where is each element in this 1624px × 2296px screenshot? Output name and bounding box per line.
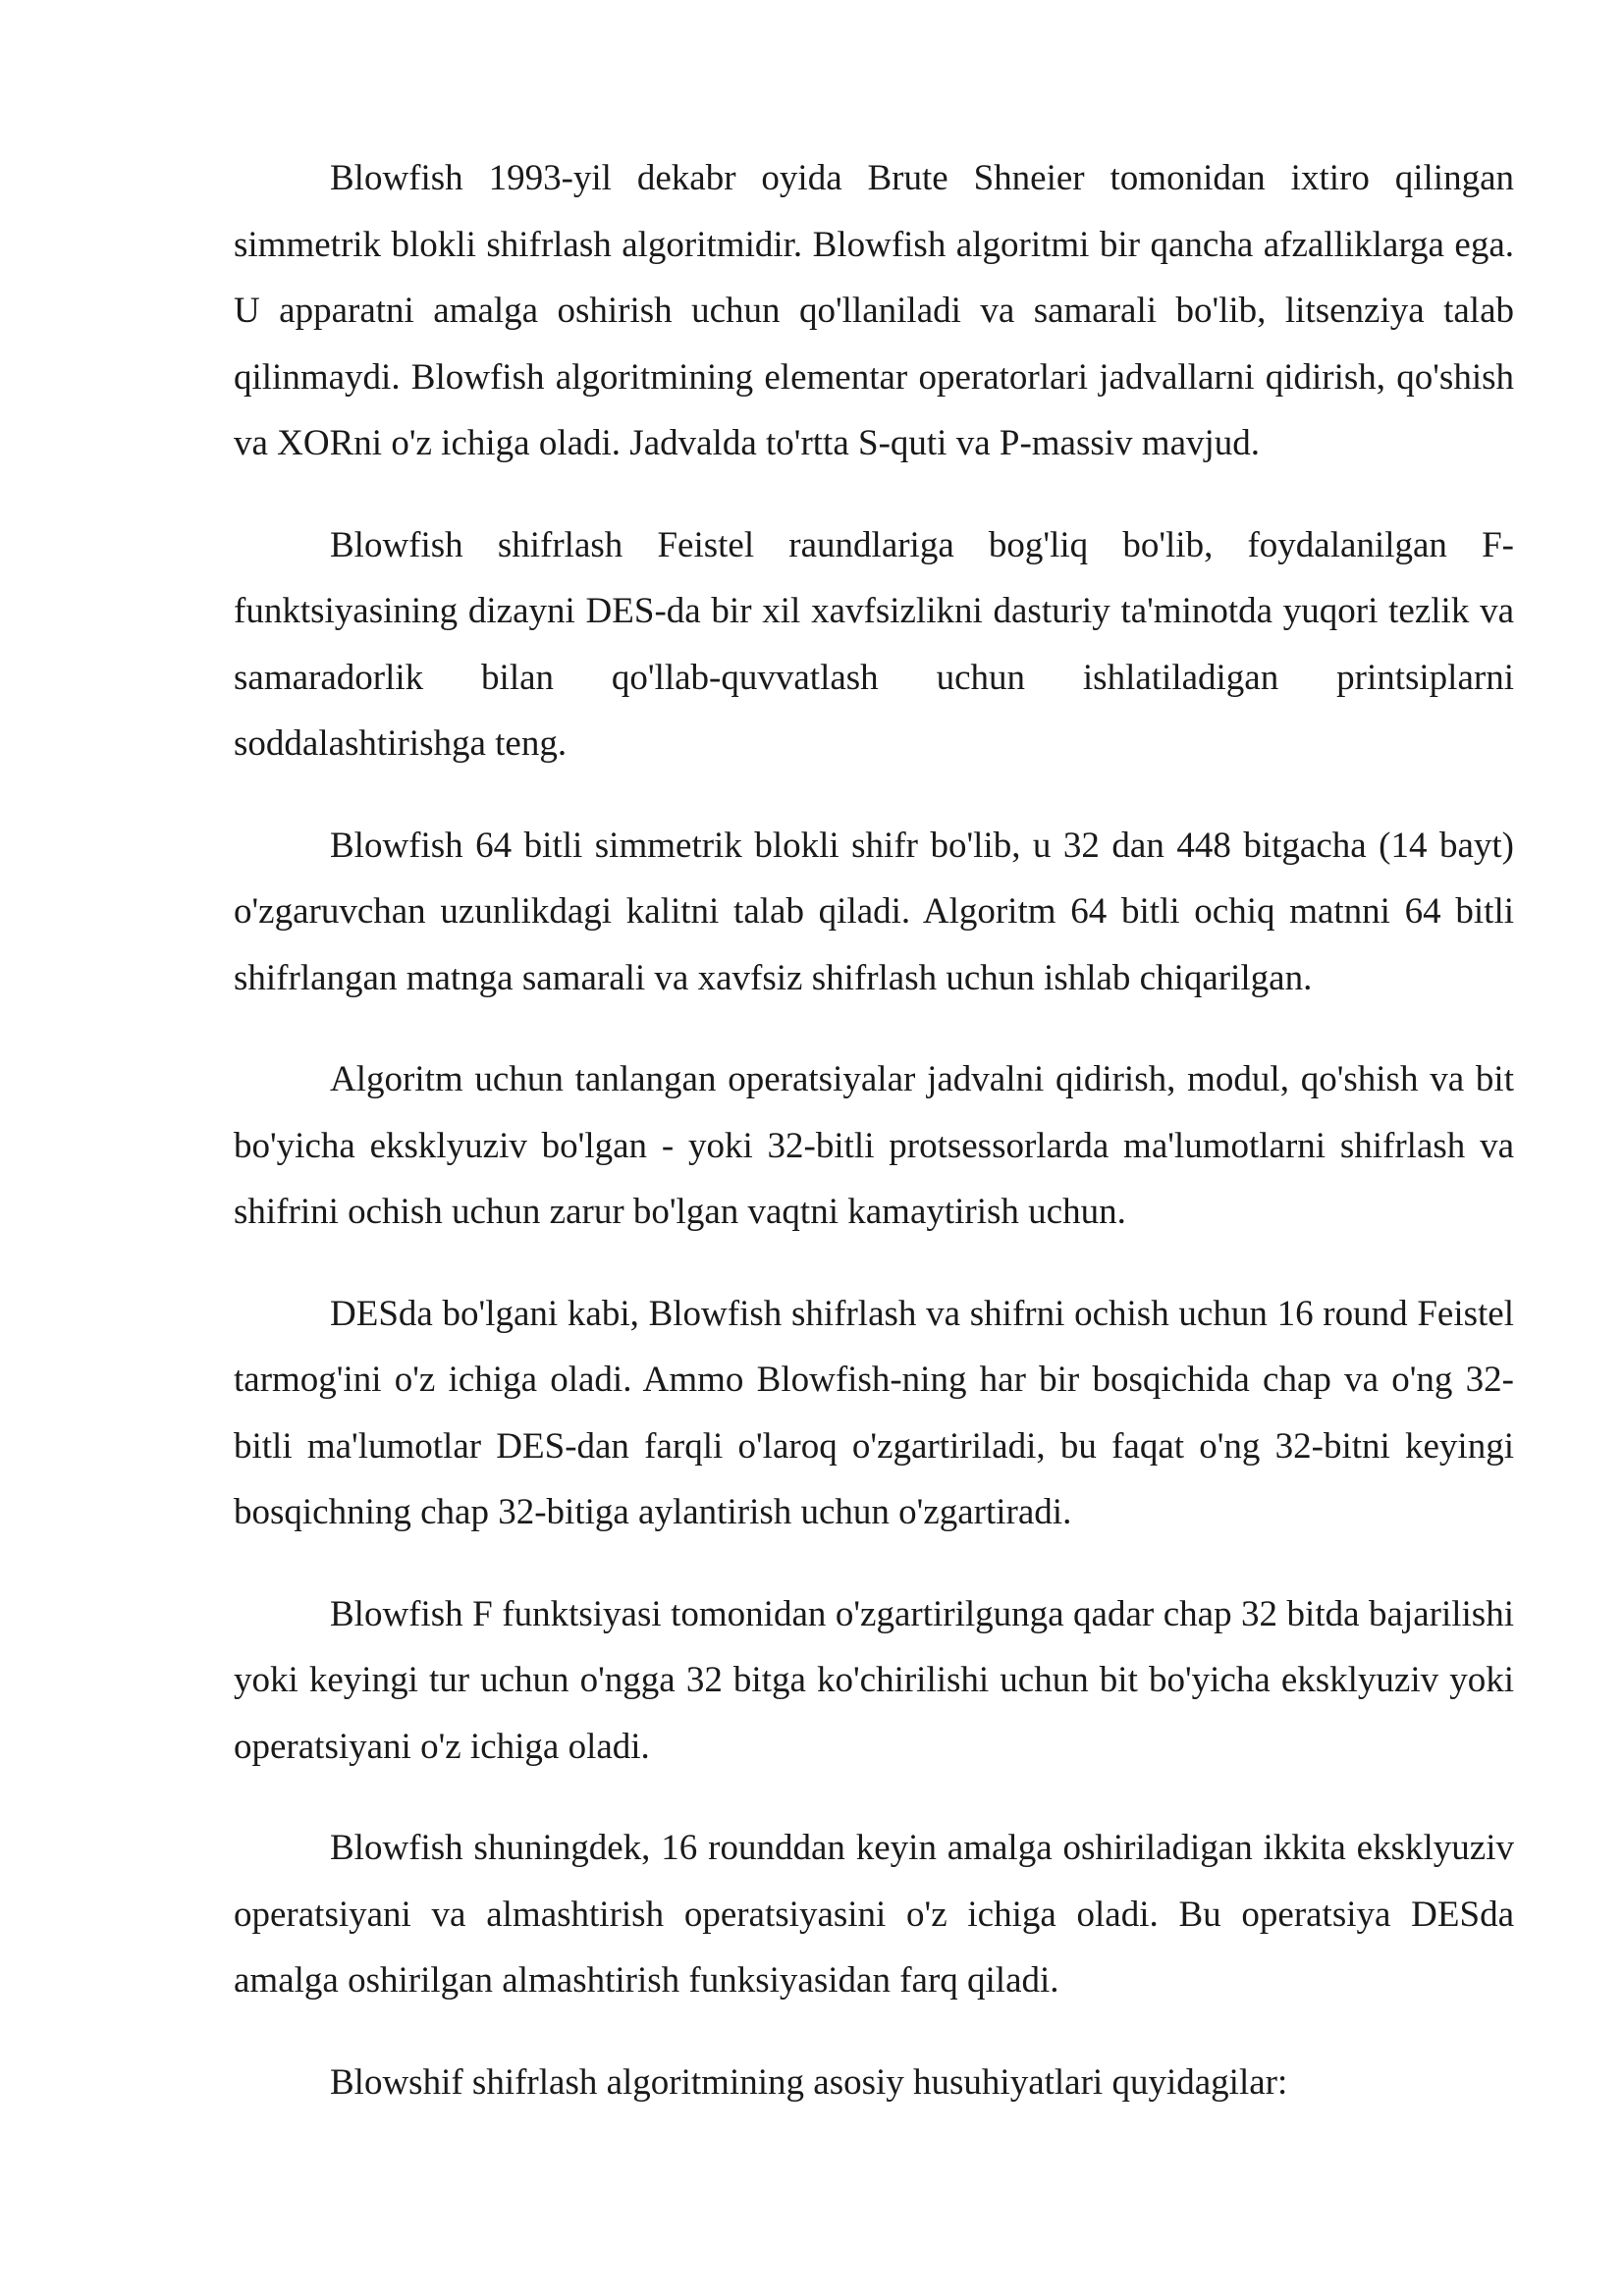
body-text: [234, 145, 1514, 2115]
paragraph-4: Algoritm uchun tanlangan operatsiyalar jadvalni qidirish, modul, qo'shish va bit bo'yicha eksklyuziv bo'lgan - yoki 32-bitli protsessorlarda ma'lumotlarni shifrlash va shifrini ochish uchun zarur bo'lgan vaqtni kamaytirish uchun.: [234, 1059, 1514, 1232]
paragraph-5: DESda bo'lgani kabi, Blowfish shifrlash va shifrni ochish uchun 16 round Feistel tarmog'ini o'z ichiga oladi. Ammo Blowfish-ning har bir bosqichida chap va o'ng 32-bitli ma'lumotlar DES-dan farqli o'laroq o'zgartiriladi, bu faqat o'ng 32-bitni keyingi bosqichning chap 32-bitiga aylantirish uchun o'zgartiradi.: [234, 1293, 1514, 1532]
paragraph-3: Blowfish 64 bitli simmetrik blokli shifr bo'lib, u 32 dan 448 bitgacha (14 bayt) o'zgaruvchan uzunlikdagi kalitni talab qiladi. Algoritm 64 bitli ochiq matnni 64 bitli shifrlangan matnga samarali va xavfsiz shifrlash uchun ishlab chiqarilgan.: [234, 825, 1514, 998]
paragraph-8: Blowshif shifrlash algoritmining asosiy husuhiyatlari quyidagilar:: [330, 2061, 1288, 2103]
paragraph-6: Blowfish F funktsiyasi tomonidan o'zgartirilgunga qadar chap 32 bitda bajarilishi yoki keyingi tur uchun o'ngga 32 bitga ko'chirilishi uchun bit bo'yicha eksklyuziv yoki operatsiyani o'z ichiga oladi.: [234, 1593, 1514, 1767]
paragraph-7: Blowfish shuningdek, 16 rounddan keyin amalga oshiriladigan ikkita eksklyuziv operatsiyani va almashtirish operatsiyasini o'z ichiga oladi. Bu operatsiya DESda amalga oshirilgan almashtirish funksiyasidan farq qiladi.: [234, 1828, 1514, 2001]
paragraph-1: Blowfish 1993-yil dekabr oyida Brute Shneier tomonidan ixtiro qilingan simmetrik blokli shifrlash algoritmidir. Blowfish algoritmi bir qancha afzalliklarga ega. U apparatni amalga oshirish uchun qo'llaniladi va samarali bo'lib, litsenziya talab qilinmaydi. Blowfish algoritmining elementar operatorlari jadvallarni qidirish, qo'shish va XORni o'z ichiga oladi. Jadvalda to'rtta S-quti va P-massiv mavjud.: [234, 158, 1514, 463]
paragraph-2: Blowfish shifrlash Feistel raundlariga bog'liq bo'lib, foydalanilgan F-funktsiyasining dizayni DES-da bir xil xavfsizlikni dasturiy ta'minotda yuqori tezlik va samaradorlik bilan qo'llab-quvvatlash uchun ishlatiladigan printsiplarni soddalashtirishga teng.: [234, 524, 1514, 764]
